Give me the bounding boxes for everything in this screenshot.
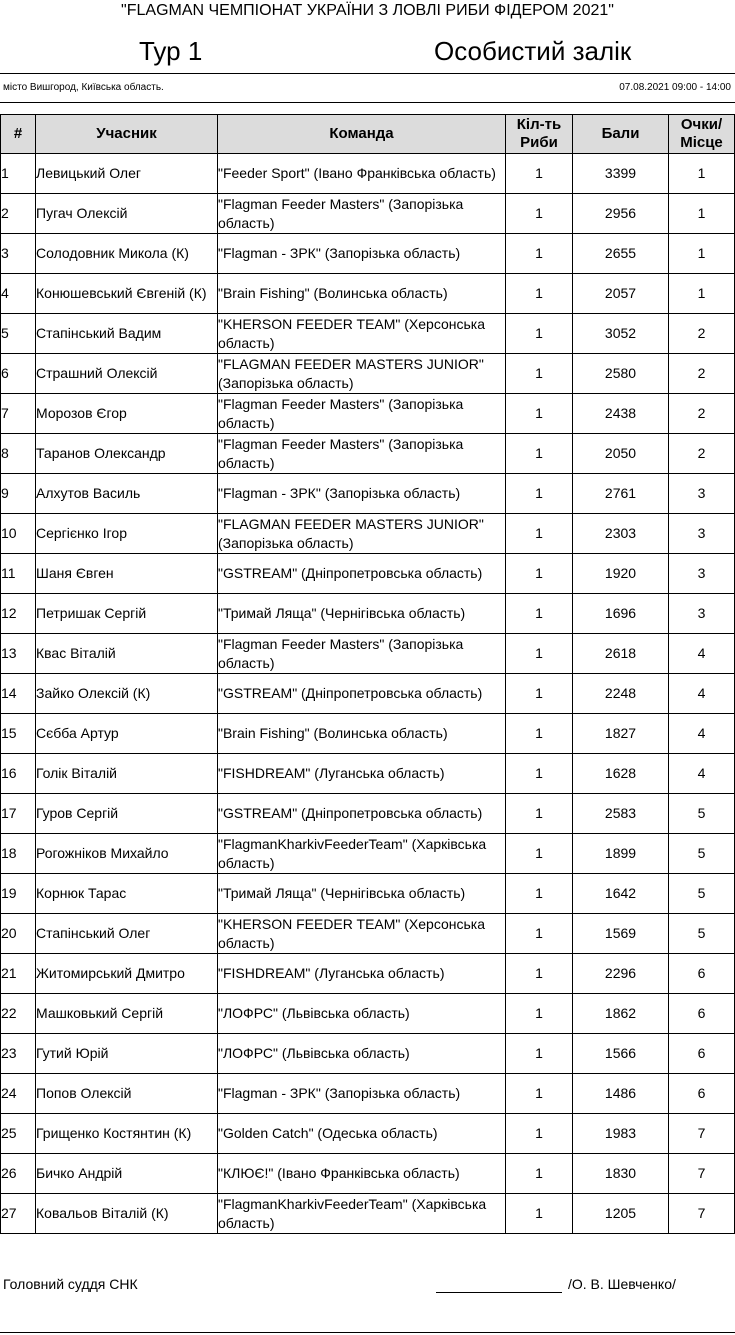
cell-num: 18: [1, 834, 36, 874]
location-text: місто Вишгород, Київська область.: [3, 82, 164, 93]
cell-fish-count: 1: [506, 994, 573, 1034]
col-header-fish: Кіл-ть Риби: [506, 115, 573, 154]
cell-place: 7: [669, 1154, 735, 1194]
cell-team: "KHERSON FEEDER TEAM" (Херсонська область): [218, 914, 506, 954]
cell-team: "Feeder Sport" (Івано Франківська область): [218, 154, 506, 194]
cell-num: 20: [1, 914, 36, 954]
table-row: [1, 274, 735, 314]
cell-place: 4: [669, 674, 735, 714]
cell-fish-count: 1: [506, 314, 573, 354]
cell-points: 3399: [573, 154, 669, 194]
cell-place: 5: [669, 794, 735, 834]
cell-team: "Тримай Ляща" (Чернігівська область): [218, 874, 506, 914]
cell-num: 11: [1, 554, 36, 594]
table-row: [1, 1114, 735, 1154]
cell-num: 14: [1, 674, 36, 714]
cell-place: 6: [669, 1074, 735, 1114]
cell-team: "Тримай Ляща" (Чернігівська область): [218, 594, 506, 634]
cell-num: 2: [1, 194, 36, 234]
cell-points: 2618: [573, 634, 669, 674]
cell-points: 1983: [573, 1114, 669, 1154]
cell-points: 2956: [573, 194, 669, 234]
table-row: [1, 394, 735, 434]
chief-judge-label: Головний суддя СНК: [3, 1276, 138, 1292]
cell-num: 3: [1, 234, 36, 274]
cell-num: 26: [1, 1154, 36, 1194]
cell-name: Машковький Сергій: [36, 994, 218, 1034]
cell-name: Житомирський Дмитро: [36, 954, 218, 994]
cell-team: "Flagman Feeder Masters" (Запорізька область): [218, 194, 506, 234]
cell-num: 4: [1, 274, 36, 314]
cell-name: Зайко Олексій (К): [36, 674, 218, 714]
col-header-num: #: [1, 115, 36, 154]
cell-team: "Flagman - ЗРК" (Запорізька область): [218, 234, 506, 274]
header-divider-bottom: [0, 102, 735, 103]
cell-place: 4: [669, 714, 735, 754]
results-table: [0, 114, 735, 1234]
cell-name: Страшний Олексій: [36, 354, 218, 394]
cell-fish-count: 1: [506, 1034, 573, 1074]
cell-place: 4: [669, 634, 735, 674]
cell-num: 21: [1, 954, 36, 994]
chief-judge-name: /О. В. Шевченко/: [568, 1276, 676, 1292]
tour-label: Тур 1: [139, 36, 203, 66]
cell-points: 1899: [573, 834, 669, 874]
cell-num: 1: [1, 154, 36, 194]
cell-num: 15: [1, 714, 36, 754]
cell-fish-count: 1: [506, 394, 573, 434]
cell-name: Ковальов Віталій (К): [36, 1194, 218, 1234]
cell-place: 5: [669, 874, 735, 914]
table-row: [1, 554, 735, 594]
cell-fish-count: 1: [506, 194, 573, 234]
cell-num: 10: [1, 514, 36, 554]
cell-name: Петришак Сергій: [36, 594, 218, 634]
cell-name: Стапінський Вадим: [36, 314, 218, 354]
cell-team: "Flagman Feeder Masters" (Запорізька область): [218, 434, 506, 474]
cell-team: "FISHDREAM" (Луганська область): [218, 754, 506, 794]
table-row: [1, 834, 735, 874]
cell-num: 5: [1, 314, 36, 354]
cell-team: "FISHDREAM" (Луганська область): [218, 954, 506, 994]
cell-fish-count: 1: [506, 834, 573, 874]
cell-fish-count: 1: [506, 354, 573, 394]
cell-team: "Flagman Feeder Masters" (Запорізька область): [218, 634, 506, 674]
cell-team: "Flagman - ЗРК" (Запорізька область): [218, 474, 506, 514]
table-row: [1, 674, 735, 714]
cell-team: "FLAGMAN FEEDER MASTERS JUNIOR" (Запорізька область): [218, 514, 506, 554]
cell-team: "KHERSON FEEDER TEAM" (Херсонська область): [218, 314, 506, 354]
cell-num: 13: [1, 634, 36, 674]
cell-points: 2050: [573, 434, 669, 474]
cell-fish-count: 1: [506, 274, 573, 314]
cell-team: "GSTREAM" (Дніпропетровська область): [218, 794, 506, 834]
cell-fish-count: 1: [506, 674, 573, 714]
cell-team: "GSTREAM" (Дніпропетровська область): [218, 674, 506, 714]
cell-num: 27: [1, 1194, 36, 1234]
cell-points: 1569: [573, 914, 669, 954]
cell-points: 2580: [573, 354, 669, 394]
cell-team: "ЛОФРС" (Львівська область): [218, 994, 506, 1034]
cell-name: Таранов Олександр: [36, 434, 218, 474]
cell-num: 9: [1, 474, 36, 514]
cell-team: "FlagmanKharkivFeederTeam" (Харківська область): [218, 1194, 506, 1234]
cell-place: 7: [669, 1114, 735, 1154]
cell-name: Корнюк Тарас: [36, 874, 218, 914]
cell-points: 2303: [573, 514, 669, 554]
cell-num: 8: [1, 434, 36, 474]
cell-fish-count: 1: [506, 474, 573, 514]
cell-place: 2: [669, 434, 735, 474]
cell-points: 1205: [573, 1194, 669, 1234]
cell-place: 6: [669, 954, 735, 994]
table-row: [1, 434, 735, 474]
table-row: [1, 1194, 735, 1234]
document-title: "FLAGMAN ЧЕМПІОНАТ УКРАЇНИ З ЛОВЛІ РИБИ ФІДЕРОМ 2021": [121, 2, 614, 19]
cell-name: Сєбба Артур: [36, 714, 218, 754]
cell-num: 17: [1, 794, 36, 834]
cell-place: 4: [669, 754, 735, 794]
cell-name: Пугач Олексій: [36, 194, 218, 234]
cell-place: 3: [669, 594, 735, 634]
col-header-points: Бали: [573, 115, 669, 154]
signature-line: [436, 1292, 562, 1293]
table-row: [1, 874, 735, 914]
cell-points: 1642: [573, 874, 669, 914]
cell-team: "Brain Fishing" (Волинська область): [218, 274, 506, 314]
cell-points: 1486: [573, 1074, 669, 1114]
cell-place: 5: [669, 834, 735, 874]
cell-team: "GSTREAM" (Дніпропетровська область): [218, 554, 506, 594]
table-row: [1, 314, 735, 354]
col-header-team: Команда: [218, 115, 506, 154]
cell-points: 2655: [573, 234, 669, 274]
cell-fish-count: 1: [506, 154, 573, 194]
table-row: [1, 354, 735, 394]
cell-num: 19: [1, 874, 36, 914]
cell-name: Солодовник Микола (К): [36, 234, 218, 274]
cell-fish-count: 1: [506, 234, 573, 274]
cell-points: 1827: [573, 714, 669, 754]
cell-place: 7: [669, 1194, 735, 1234]
cell-fish-count: 1: [506, 1114, 573, 1154]
cell-fish-count: 1: [506, 954, 573, 994]
cell-points: 1696: [573, 594, 669, 634]
header-divider-top: [0, 73, 735, 74]
table-row: [1, 914, 735, 954]
cell-num: 16: [1, 754, 36, 794]
table-row: [1, 514, 735, 554]
cell-name: Шаня Євген: [36, 554, 218, 594]
cell-num: 7: [1, 394, 36, 434]
cell-fish-count: 1: [506, 554, 573, 594]
cell-team: "FLAGMAN FEEDER MASTERS JUNIOR" (Запорізька область): [218, 354, 506, 394]
cell-place: 2: [669, 394, 735, 434]
cell-name: Алхутов Василь: [36, 474, 218, 514]
cell-name: Левицький Олег: [36, 154, 218, 194]
cell-name: Квас Віталій: [36, 634, 218, 674]
table-body: [1, 154, 735, 1234]
cell-points: 1566: [573, 1034, 669, 1074]
cell-fish-count: 1: [506, 714, 573, 754]
cell-fish-count: 1: [506, 754, 573, 794]
cell-num: 6: [1, 354, 36, 394]
ranking-label: Особистий залік: [434, 36, 632, 66]
cell-team: "Golden Catch" (Одеська область): [218, 1114, 506, 1154]
cell-team: "Flagman Feeder Masters" (Запорізька область): [218, 394, 506, 434]
cell-team: "Flagman - ЗРК" (Запорізька область): [218, 1074, 506, 1114]
cell-place: 1: [669, 274, 735, 314]
footer-divider: [0, 1332, 735, 1333]
cell-fish-count: 1: [506, 514, 573, 554]
col-header-name: Учасник: [36, 115, 218, 154]
cell-points: 1628: [573, 754, 669, 794]
cell-points: 2248: [573, 674, 669, 714]
cell-name: Попов Олексій: [36, 1074, 218, 1114]
cell-points: 2296: [573, 954, 669, 994]
cell-place: 1: [669, 234, 735, 274]
table-header-row: [1, 115, 735, 154]
table-row: [1, 954, 735, 994]
cell-fish-count: 1: [506, 1074, 573, 1114]
cell-team: "Brain Fishing" (Волинська область): [218, 714, 506, 754]
cell-team: "FlagmanKharkivFeederTeam" (Харківська область): [218, 834, 506, 874]
cell-name: Голік Віталій: [36, 754, 218, 794]
datetime-text: 07.08.2021 09:00 - 14:00: [619, 82, 731, 93]
cell-fish-count: 1: [506, 634, 573, 674]
col-header-place: Очки/ Місце: [669, 115, 735, 154]
cell-points: 1830: [573, 1154, 669, 1194]
cell-points: 2583: [573, 794, 669, 834]
table-row: [1, 1074, 735, 1114]
cell-place: 3: [669, 554, 735, 594]
cell-points: 2761: [573, 474, 669, 514]
cell-name: Сергієнко Ігор: [36, 514, 218, 554]
table-row: [1, 594, 735, 634]
table-row: [1, 794, 735, 834]
cell-fish-count: 1: [506, 874, 573, 914]
cell-points: 3052: [573, 314, 669, 354]
table-row: [1, 1034, 735, 1074]
cell-num: 12: [1, 594, 36, 634]
table-row: [1, 754, 735, 794]
cell-place: 1: [669, 154, 735, 194]
table-row: [1, 474, 735, 514]
cell-place: 1: [669, 194, 735, 234]
cell-place: 3: [669, 514, 735, 554]
cell-team: "ЛОФРС" (Львівська область): [218, 1034, 506, 1074]
cell-name: Грищенко Костянтин (К): [36, 1114, 218, 1154]
cell-points: 2438: [573, 394, 669, 434]
cell-place: 2: [669, 314, 735, 354]
cell-name: Гуров Сергій: [36, 794, 218, 834]
table-row: [1, 634, 735, 674]
cell-points: 1862: [573, 994, 669, 1034]
cell-num: 22: [1, 994, 36, 1034]
cell-num: 23: [1, 1034, 36, 1074]
table-row: [1, 994, 735, 1034]
cell-name: Бичко Андрій: [36, 1154, 218, 1194]
cell-name: Стапінський Олег: [36, 914, 218, 954]
table-row: [1, 714, 735, 754]
table-row: [1, 154, 735, 194]
table-row: [1, 1154, 735, 1194]
cell-num: 24: [1, 1074, 36, 1114]
cell-fish-count: 1: [506, 594, 573, 634]
cell-name: Рогожніков Михайло: [36, 834, 218, 874]
cell-place: 2: [669, 354, 735, 394]
cell-fish-count: 1: [506, 1154, 573, 1194]
cell-place: 6: [669, 994, 735, 1034]
cell-fish-count: 1: [506, 914, 573, 954]
cell-fish-count: 1: [506, 1194, 573, 1234]
cell-name: Гутий Юрій: [36, 1034, 218, 1074]
cell-place: 3: [669, 474, 735, 514]
table-row: [1, 194, 735, 234]
cell-points: 2057: [573, 274, 669, 314]
cell-num: 25: [1, 1114, 36, 1154]
cell-name: Конюшевський Євгеній (К): [36, 274, 218, 314]
cell-place: 5: [669, 914, 735, 954]
cell-fish-count: 1: [506, 434, 573, 474]
cell-team: "КЛЮЄ!" (Івано Франківська область): [218, 1154, 506, 1194]
cell-points: 1920: [573, 554, 669, 594]
table-row: [1, 234, 735, 274]
cell-place: 6: [669, 1034, 735, 1074]
cell-name: Морозов Єгор: [36, 394, 218, 434]
cell-fish-count: 1: [506, 794, 573, 834]
